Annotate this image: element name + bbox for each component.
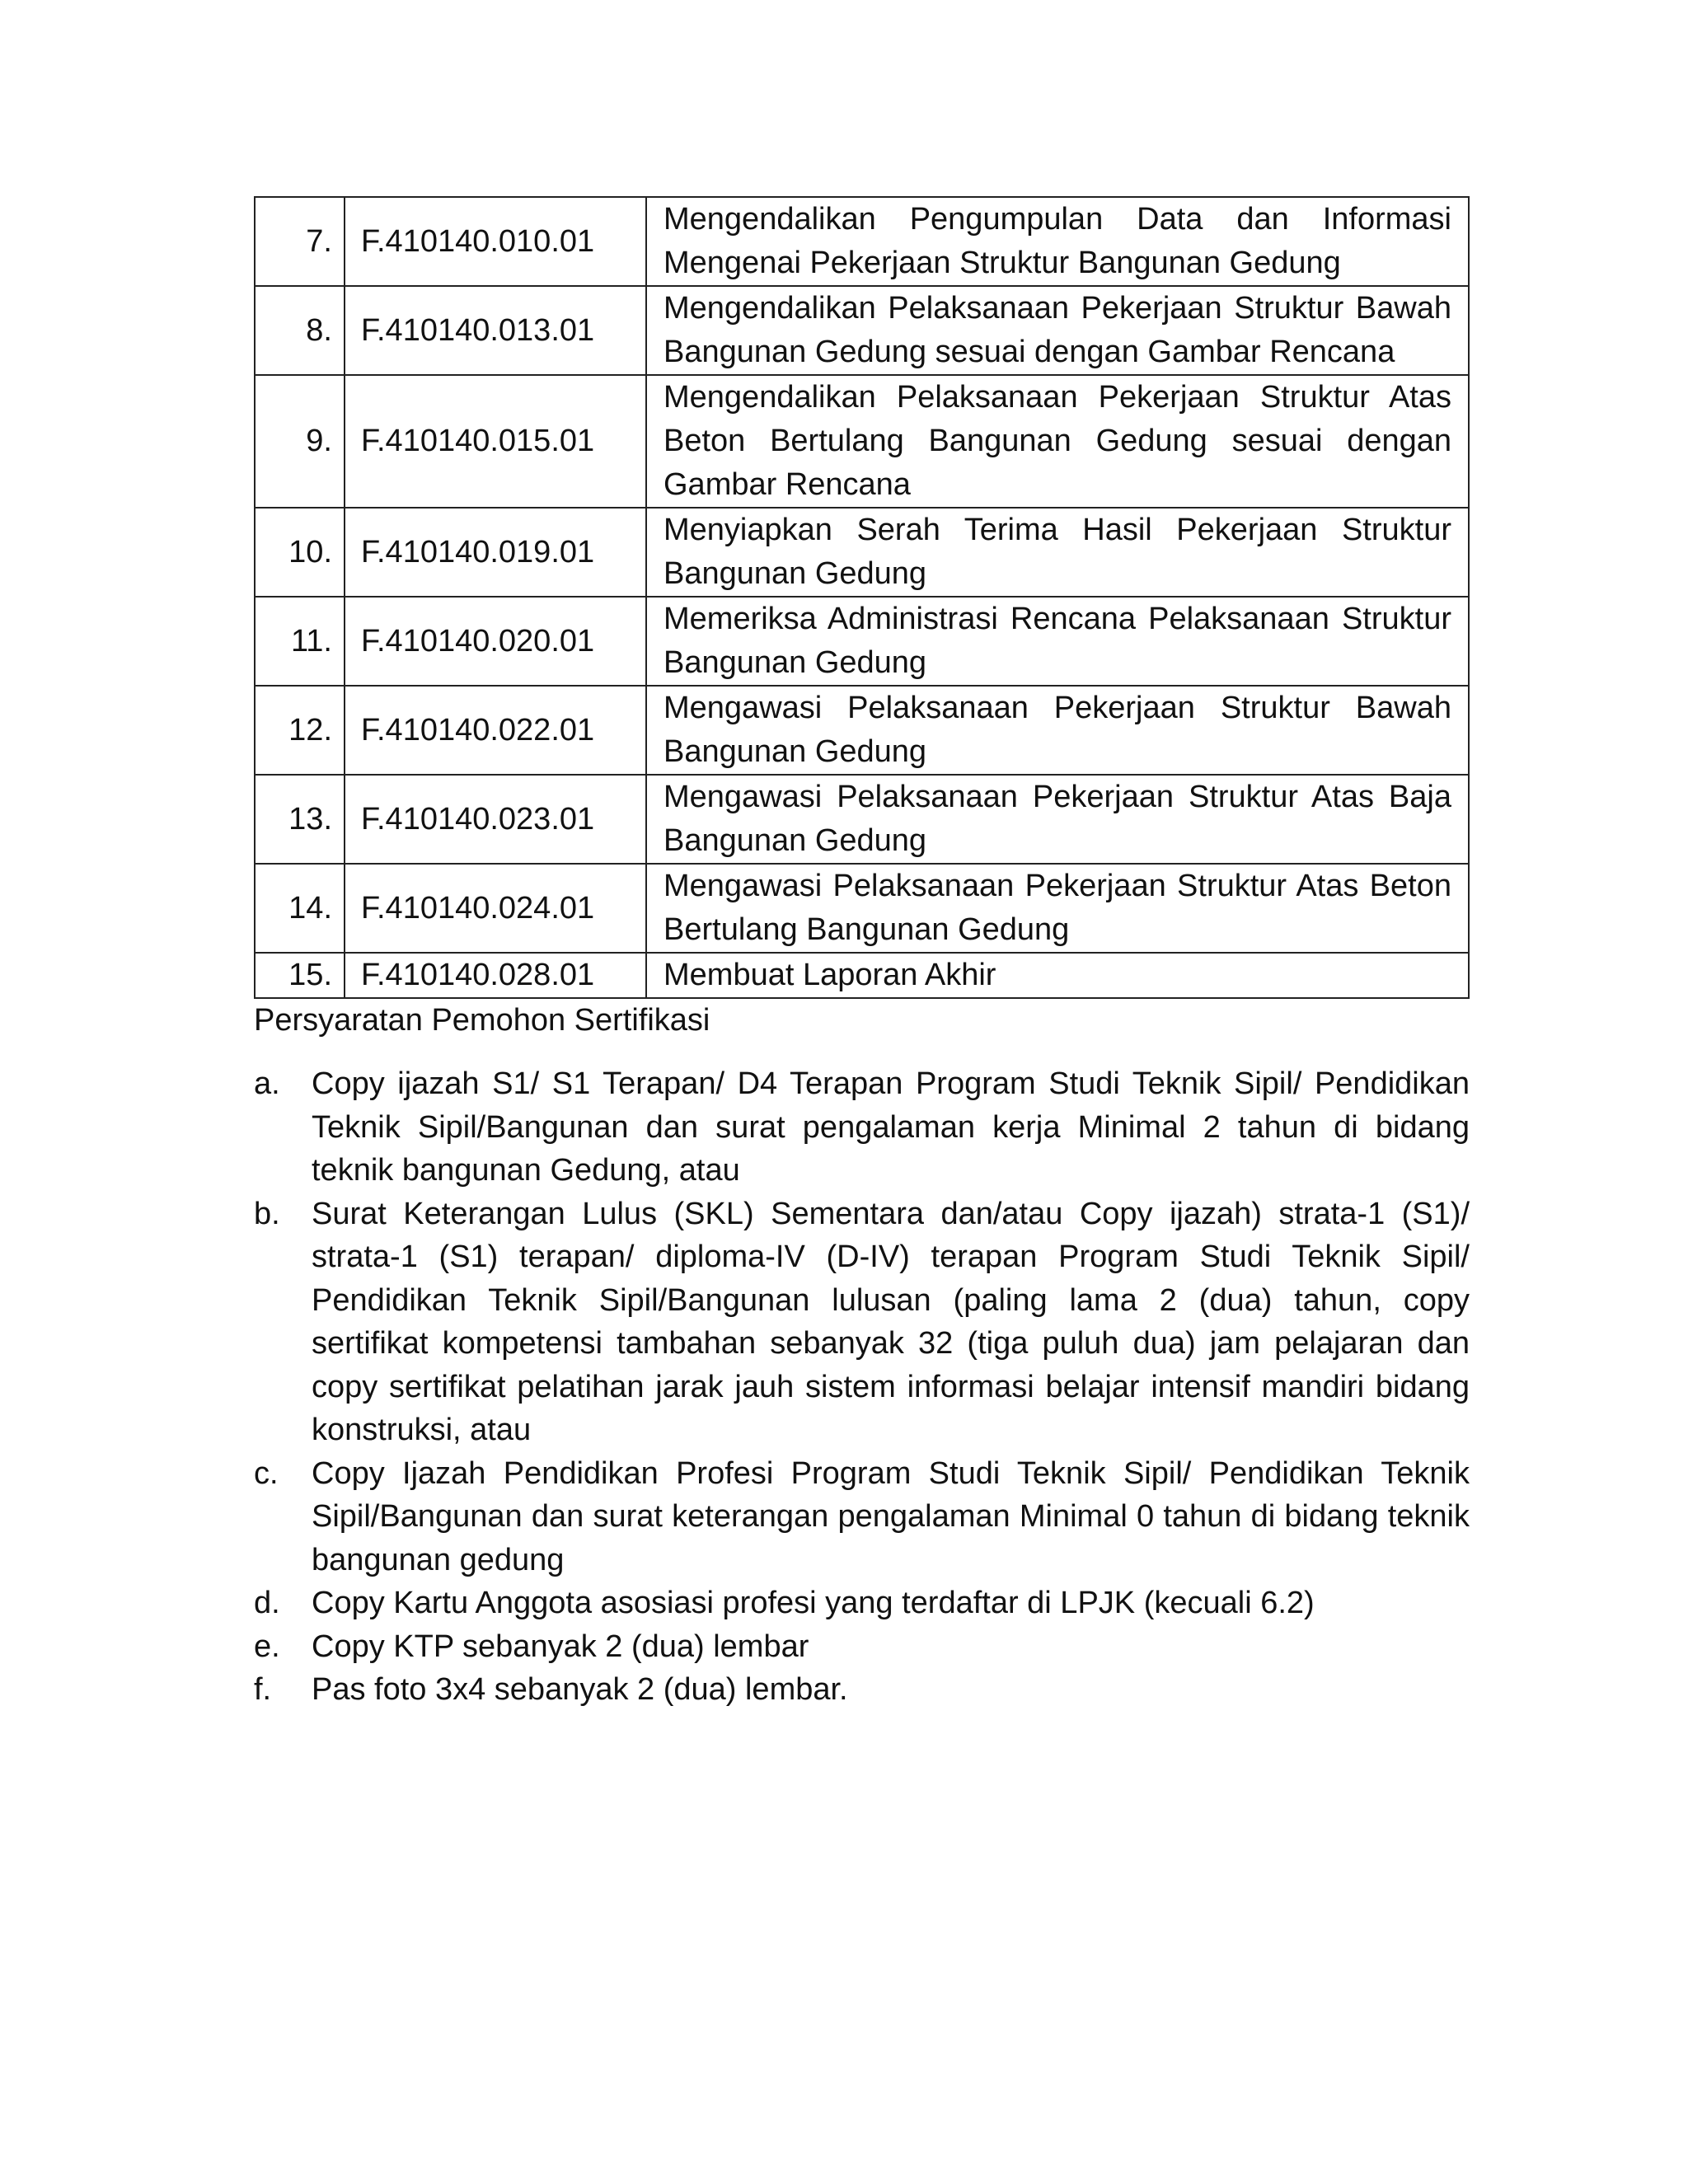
list-marker: e. — [254, 1629, 280, 1664]
list-marker: f. — [254, 1672, 272, 1707]
requirements-list — [254, 1062, 1470, 1712]
list-item — [254, 1668, 1470, 1712]
row-number: 10. — [255, 508, 345, 597]
row-number: 13. — [255, 775, 345, 864]
list-marker: c. — [254, 1455, 279, 1491]
unit-code: F.410140.024.01 — [345, 864, 646, 953]
unit-code: F.410140.023.01 — [345, 775, 646, 864]
requirement-text: Copy KTP sebanyak 2 (dua) lembar — [312, 1629, 809, 1664]
unit-title: Mengawasi Pelaksanaan Pekerjaan Struktur Bawah Bangunan Gedung — [646, 686, 1469, 775]
requirement-text: Copy Ijazah Pendidikan Profesi Program Studi Teknik Sipil/ Pendidikan Teknik Sipil/Bangunan dan surat keterangan pengalaman Minimal 0 tahun di bidang teknik bangunan gedung — [312, 1455, 1470, 1577]
document-page — [254, 196, 1470, 1712]
list-marker: a. — [254, 1066, 280, 1101]
unit-code: F.410140.022.01 — [345, 686, 646, 775]
list-item — [254, 1625, 1470, 1669]
unit-title: Mengendalikan Pelaksanaan Pekerjaan Struktur Atas Beton Bertulang Bangunan Gedung sesuai dengan Gambar Rencana — [646, 375, 1469, 508]
list-marker: b. — [254, 1196, 280, 1231]
table-row — [255, 286, 1469, 375]
requirement-text: Surat Keterangan Lulus (SKL) Sementara dan/atau Copy ijazah) strata-1 (S1)/ strata-1 (S1) terapan/ diploma-IV (D-IV) terapan Program Studi Teknik Sipil/ Pendidikan Teknik Sipil/Bangunan lulusan (paling lama 2 (dua) tahun, copy sertifikat kompetensi tambahan sebanyak 32 (tiga puluh dua) jam pelajaran dan copy sertifikat pelatihan jarak jauh sistem informasi belajar intensif mandiri bidang konstruksi, atau — [312, 1196, 1470, 1447]
requirements-heading: Persyaratan Pemohon Sertifikasi — [254, 1003, 710, 1038]
unit-title: Mengendalikan Pengumpulan Data dan Informasi Mengenai Pekerjaan Struktur Bangunan Gedung — [646, 197, 1469, 286]
unit-code: F.410140.020.01 — [345, 597, 646, 686]
table-row — [255, 597, 1469, 686]
table-row — [255, 197, 1469, 286]
row-number: 9. — [255, 375, 345, 508]
unit-code: F.410140.019.01 — [345, 508, 646, 597]
row-number: 7. — [255, 197, 345, 286]
table-row — [255, 508, 1469, 597]
row-number: 12. — [255, 686, 345, 775]
requirement-text: Pas foto 3x4 sebanyak 2 (dua) lembar. — [312, 1672, 848, 1707]
unit-title: Mengawasi Pelaksanaan Pekerjaan Struktur Atas Beton Bertulang Bangunan Gedung — [646, 864, 1469, 953]
table-row — [255, 375, 1469, 508]
list-item — [254, 1062, 1470, 1193]
table-row — [255, 864, 1469, 953]
requirement-text: Copy Kartu Anggota asosiasi profesi yang terdaftar di LPJK (kecuali 6.2) — [312, 1586, 1315, 1620]
unit-title: Mengendalikan Pelaksanaan Pekerjaan Struktur Bawah Bangunan Gedung sesuai dengan Gambar Rencana — [646, 286, 1469, 375]
list-item — [254, 1582, 1470, 1625]
unit-title: Mengawasi Pelaksanaan Pekerjaan Struktur Atas Baja Bangunan Gedung — [646, 775, 1469, 864]
row-number: 8. — [255, 286, 345, 375]
row-number: 11. — [255, 597, 345, 686]
unit-code: F.410140.010.01 — [345, 197, 646, 286]
competency-units-table — [254, 196, 1470, 999]
table-row — [255, 686, 1469, 775]
unit-title: Membuat Laporan Akhir — [646, 953, 1469, 998]
unit-code: F.410140.015.01 — [345, 375, 646, 508]
list-item — [254, 1193, 1470, 1452]
table-row — [255, 775, 1469, 864]
unit-title: Memeriksa Administrasi Rencana Pelaksanaan Struktur Bangunan Gedung — [646, 597, 1469, 686]
row-number: 14. — [255, 864, 345, 953]
list-marker: d. — [254, 1586, 280, 1620]
row-number: 15. — [255, 953, 345, 998]
list-item — [254, 1452, 1470, 1582]
unit-code: F.410140.028.01 — [345, 953, 646, 998]
unit-title: Menyiapkan Serah Terima Hasil Pekerjaan Struktur Bangunan Gedung — [646, 508, 1469, 597]
unit-code: F.410140.013.01 — [345, 286, 646, 375]
requirement-text: Copy ijazah S1/ S1 Terapan/ D4 Terapan Program Studi Teknik Sipil/ Pendidikan Teknik Sipil/Bangunan dan surat pengalaman kerja Minimal 2 tahun di bidang teknik bangunan Gedung, atau — [312, 1066, 1470, 1188]
table-row — [255, 953, 1469, 998]
